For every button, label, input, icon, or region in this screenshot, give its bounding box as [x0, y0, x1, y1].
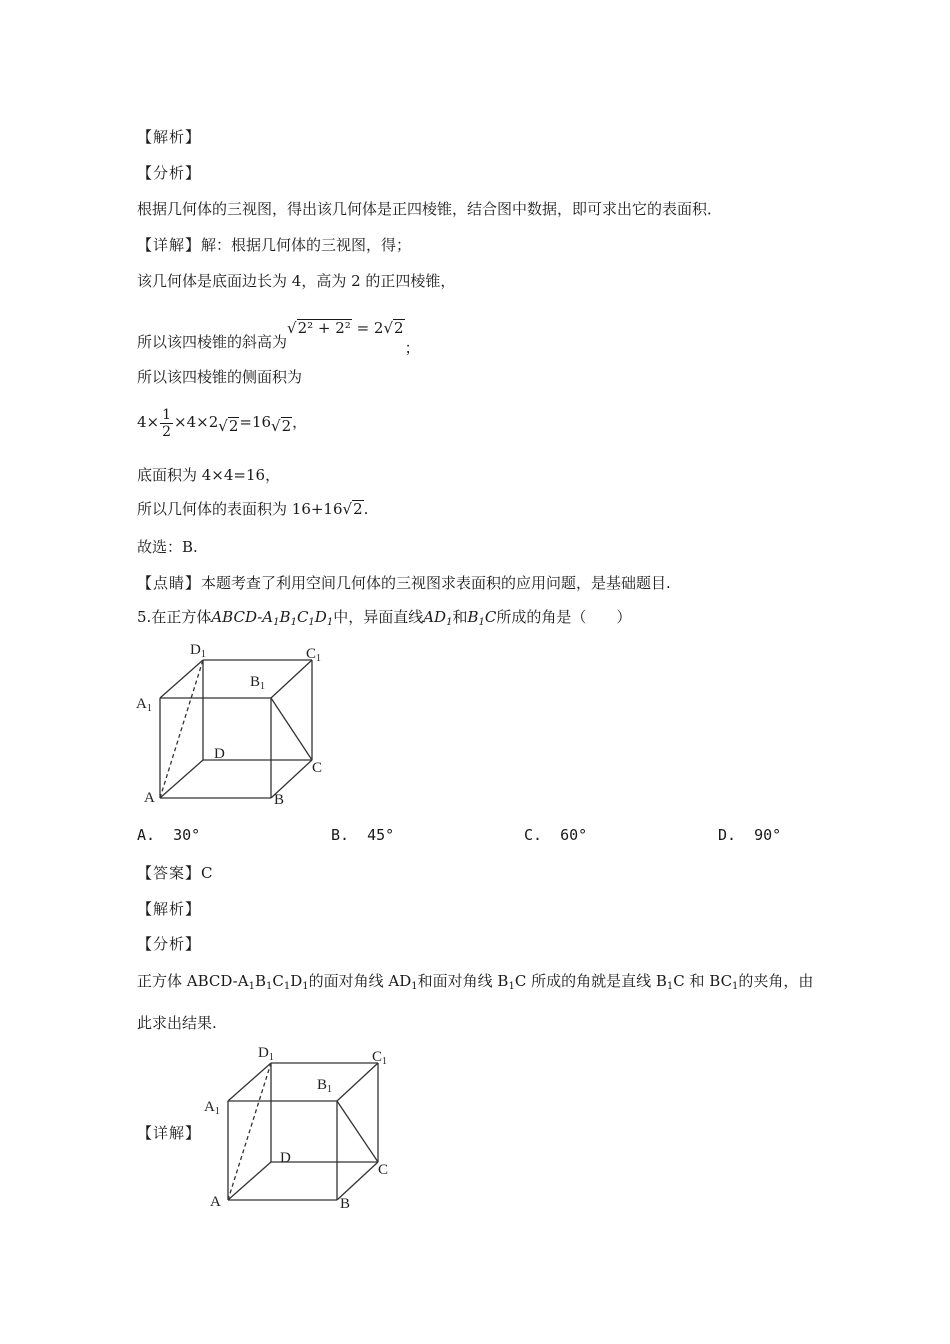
- q5-text-a: 在正方体: [151, 608, 212, 626]
- total-prefix: 所以几何体的表面积为 16+16: [137, 500, 343, 518]
- lateral-formula: 4× $\frac{1}{2}$ ×4×2√2=16√2，: [137, 406, 308, 440]
- dianjing-text: 本题考查了利用空间几何体的三视图求表面积的应用问题，是基础题目.: [201, 574, 671, 592]
- label-b: B: [274, 792, 285, 808]
- jiexi-label-2: 【解析】: [137, 900, 202, 918]
- q5-text-b: 中，异面直线: [333, 608, 424, 626]
- total-area-line: 所以几何体的表面积为 16+16√2.: [137, 500, 369, 518]
- total-end: .: [363, 500, 369, 518]
- answer-label: 【答案】: [137, 864, 202, 882]
- label-c: C: [312, 760, 323, 776]
- fenxi-label-2: 【分析】: [137, 935, 202, 953]
- label-a1: $A_1$: [136, 696, 152, 714]
- xiangjie-text-1: 解：根据几何体的三视图，得；: [201, 236, 412, 254]
- lateral-end: ，: [292, 413, 308, 431]
- lateral-pre: 4×: [137, 413, 160, 431]
- frac-num: 1: [162, 406, 172, 423]
- slant-line: 所以该四棱锥的斜高为√2² + 2² = 2√2；: [137, 319, 420, 357]
- choice-line: 故选：B.: [137, 538, 198, 556]
- label2-a1: $A_1$: [204, 1099, 220, 1117]
- q5-text-c: 和: [452, 608, 468, 626]
- label2-b: B: [340, 1196, 351, 1212]
- base-line: 该几何体是底面边长为 4，高为 2 的正四棱锥，: [137, 272, 456, 290]
- label-a: A: [144, 790, 155, 806]
- jiexi-label-1: 【解析】: [137, 128, 202, 146]
- dianjing-label: 【点睛】: [137, 574, 202, 592]
- cube-figure-1: [130, 636, 340, 816]
- total-root: 2: [353, 500, 363, 518]
- lateral-mid: ×4×2: [174, 413, 219, 431]
- question-5-stem: [137, 606, 631, 634]
- cube-figure-2: [200, 1040, 400, 1220]
- label2-c: C: [378, 1162, 389, 1178]
- label2-d: D: [280, 1150, 291, 1166]
- label2-a: A: [210, 1194, 221, 1210]
- question-number: 5.: [137, 608, 152, 626]
- xiangjie-line-1: [137, 234, 411, 256]
- slant-root: 2: [394, 319, 404, 337]
- label-c1: $C_1$: [306, 646, 322, 664]
- fenxi-label-1: 【分析】: [137, 164, 202, 182]
- answer-value: C: [201, 864, 213, 882]
- fraction-half: [160, 407, 173, 440]
- line-b1c: $B_1C$: [467, 608, 497, 628]
- option-d: D. 90°: [718, 826, 782, 844]
- label-d: D: [214, 746, 225, 762]
- xiangjie-label-1: 【详解】: [137, 236, 202, 254]
- option-a: A. 30°: [137, 826, 201, 844]
- slant-radicand: 2² + 2²: [297, 319, 351, 337]
- bottom-area-line: 底面积为 4×4=16，: [137, 466, 281, 484]
- fenxi-text-2-line2: 此求出结果.: [137, 1014, 217, 1032]
- lateral-eq: =16: [239, 413, 272, 431]
- line-ad1: $AD_1$: [423, 608, 453, 628]
- slant-end: ；: [404, 339, 420, 357]
- option-c: C. 60°: [524, 826, 588, 844]
- label2-d1: $D_1$: [258, 1045, 274, 1063]
- slant-prefix: 所以该四棱锥的斜高为: [137, 333, 288, 351]
- fenxi-text-1: 根据几何体的三视图，得出该几何体是正四棱锥，结合图中数据，即可求出它的表面积．: [137, 200, 723, 218]
- dianjing-line: [137, 572, 671, 594]
- frac-den: 2: [162, 423, 172, 440]
- label2-b1: $B_1$: [317, 1077, 333, 1095]
- cube-name: ABCD-$A_1B_1C_1D_1$: [211, 608, 334, 628]
- label-b1: $B_1$: [250, 674, 266, 692]
- label-d1: $D_1$: [190, 642, 206, 660]
- xiangjie-label-2: 【详解】: [137, 1124, 202, 1142]
- q5-text-d: 所成的角是（ ）: [496, 608, 632, 626]
- label2-c1: $C_1$: [372, 1049, 388, 1067]
- lateral-line: 所以该四棱锥的侧面积为: [137, 368, 303, 386]
- fenxi-text-2-line1: 正方体 ABCD-$A_1B_1C_1D_1$的面对角线 $AD_1$和面对角线 $B_1C$ 所成的角就是直线 $B_1C$ 和 $BC_1$的夹角，由: [137, 972, 814, 992]
- answer-line: [137, 862, 213, 884]
- slant-eq: = 2: [351, 319, 384, 337]
- option-b: B. 45°: [331, 826, 395, 844]
- lateral-root-1: 2: [228, 417, 239, 435]
- lateral-root-2: 2: [281, 417, 292, 435]
